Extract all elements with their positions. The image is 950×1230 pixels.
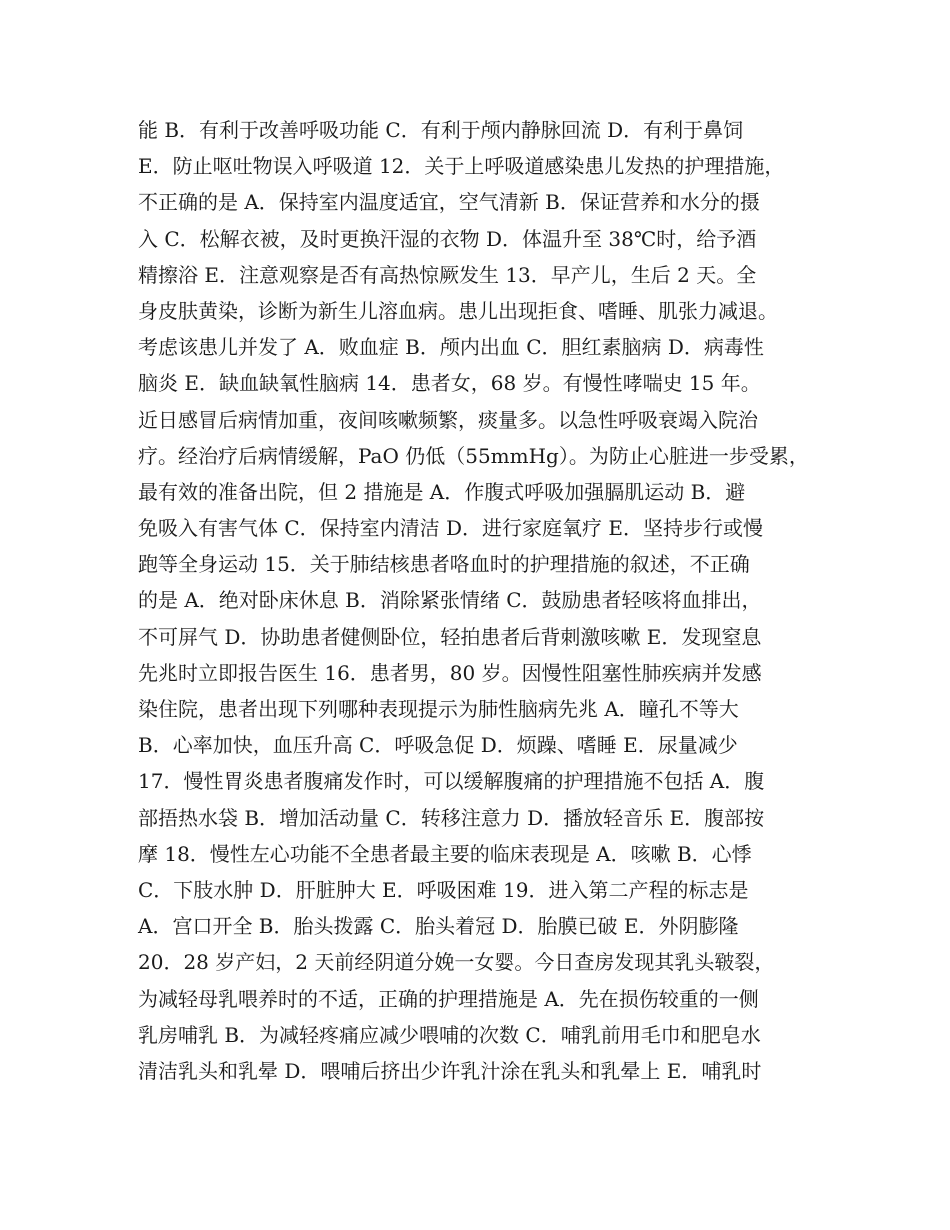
text-line: 染住院，患者出现下列哪种表现提示为肺性脑病先兆 A．瞳孔不等大 (138, 697, 739, 721)
text-line: 入 C．松解衣被，及时更换汗湿的衣物 D．体温升至 38℃时，给予酒 (138, 226, 757, 251)
text-line: 脑炎 E．缺血缺氧性脑病 14．患者女，68 岁。有慢性哮喘史 15 年。 (138, 371, 761, 396)
text-line: 为减轻母乳喂养时的不适，正确的护理措施是 A．先在损伤较重的一侧 (138, 986, 759, 1011)
text-line: 乳房哺乳 B．为减轻疼痛应减少喂哺的次数 C．哺乳前用毛巾和肥皂水 (138, 1022, 761, 1047)
text-line: 20．28 岁产妇，2 天前经阴道分娩一女婴。今日查房发现其乳头皲裂， (138, 950, 775, 975)
question-text-block (138, 112, 828, 1089)
text-line: 近日感冒后病情加重，夜间咳嗽频繁，痰量多。以急性呼吸衰竭入院治 (138, 407, 758, 432)
text-line: B．心率加快，血压升高 C．呼吸急促 D．烦躁、嗜睡 E．尿量减少 (138, 733, 738, 758)
text-line: 身皮肤黄染，诊断为新生儿溶血病。患儿出现拒食、嗜睡、肌张力减退。 (138, 298, 778, 323)
text-line: 精擦浴 E．注意观察是否有高热惊厥发生 13．早产儿，生后 2 天。全 (138, 262, 757, 287)
text-line: 最有效的准备出院，但 2 措施是 A．作腹式呼吸加强膈肌运动 B．避 (138, 479, 746, 504)
text-line: 疗。经治疗后病情缓解，PaO 仍低（55mmHg）。为防止心脏进一步受累， (138, 443, 809, 468)
text-line: 不可屏气 D．协助患者健侧卧位，轻拍患者后背刺激咳嗽 E．发现窒息 (138, 624, 762, 649)
text-line: A．宫口开全 B．胎头拨露 C．胎头着冠 D．胎膜已破 E．外阴膨隆 (138, 914, 739, 939)
text-line: 不正确的是 A．保持室内温度适宜，空气清新 B．保证营养和水分的摄 (138, 190, 760, 215)
text-line: 能 B．有利于改善呼吸功能 C．有利于颅内静脉回流 D．有利于鼻饲 (138, 118, 744, 142)
text-line: 部捂热水袋 B．增加活动量 C．转移注意力 D．播放轻音乐 E．腹部按 (138, 805, 765, 830)
text-line: 跑等全身运动 15．关于肺结核患者咯血时的护理措施的叙述，不正确 (138, 552, 750, 577)
text-line: 17．慢性胃炎患者腹痛发作时，可以缓解腹痛的护理措施不包括 A．腹 (138, 769, 765, 794)
text-line: 考虑该患儿并发了 A．败血症 B．颅内出血 C．胆红素脑病 D．病毒性 (138, 335, 764, 360)
text-line: E．防止呕吐物误入呼吸道 12．关于上呼吸道感染患儿发热的护理措施， (138, 154, 785, 179)
text-line: 摩 18．慢性左心功能不全患者最主要的临床表现是 A．咳嗽 B．心悸 (138, 841, 752, 866)
text-line: 先兆时立即报告医生 16．患者男，80 岁。因慢性阻塞性肺疾病并发感 (138, 660, 762, 685)
text-line: 免吸入有害气体 C．保持室内清洁 D．进行家庭氧疗 E．坚持步行或慢 (138, 516, 764, 541)
text-line: 的是 A．绝对卧床休息 B．消除紧张情绪 C．鼓励患者轻咳将血排出， (138, 588, 762, 613)
text-line: C．下肢水肿 D．肝脏肿大 E．呼吸困难 19．进入第二产程的标志是 (138, 877, 749, 902)
text-line: 清洁乳头和乳晕 D．喂哺后挤出少许乳汁涂在乳头和乳晕上 E．哺乳时 (138, 1058, 762, 1083)
